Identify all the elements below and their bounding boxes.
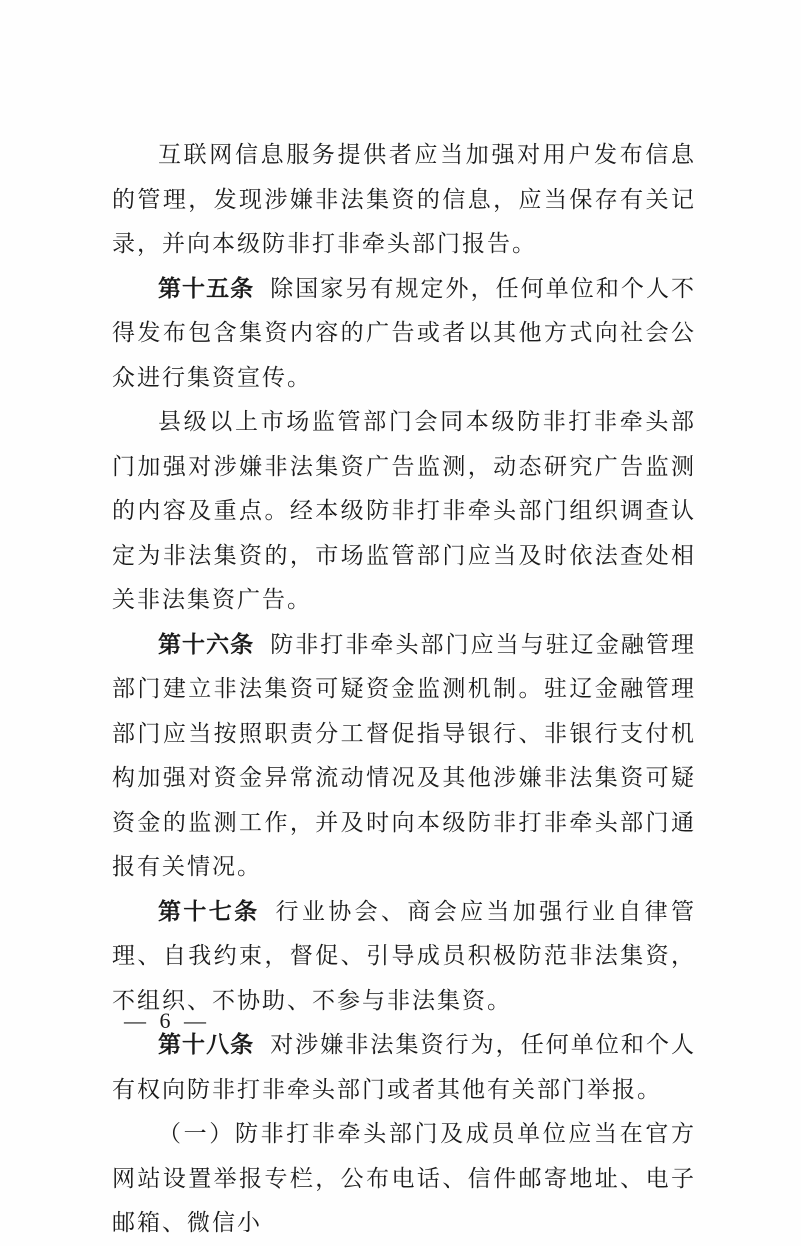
paragraph-text: （一）防非打非牵头部门及成员单位应当在官方网站设置举报专栏，公布电话、信件邮寄地址、电子邮箱、微信小 — [112, 1121, 696, 1236]
page-number: — 6 — — [124, 1008, 210, 1033]
article-18 — [112, 1023, 696, 1112]
article-number: 第十八条 — [158, 1032, 255, 1058]
paragraph-item-1 — [112, 1112, 696, 1246]
paragraph-text: 防非打非牵头部门应当与驻辽金融管理部门建立非法集资可疑资金监测机制。驻辽金融管理部门应当按照职责分工督促指导银行、非银行支付机构加强对资金异常流动情况及其他涉嫌非法集资可疑资金的监测工作，并及时向本级防非打非牵头部门通报有关情况。 — [112, 631, 697, 880]
paragraph-ad-monitoring — [112, 400, 696, 623]
paragraph-text: 除国家另有规定外，任何单位和个人不得发布包含集资内容的广告或者以其他方式向社会公众进行集资宣传。 — [112, 275, 697, 391]
article-17 — [112, 890, 696, 1024]
article-number: 第十七条 — [158, 898, 260, 925]
paragraph-text: 互联网信息服务提供者应当加强对用户发布信息的管理，发现涉嫌非法集资的信息，应当保存有关记录，并向本级防非打非牵头部门报告。 — [112, 142, 696, 257]
paragraph-text: 对涉嫌非法集资行为，任何单位和个人有权向防非打非牵头部门或者其他有关部门举报。 — [112, 1032, 697, 1103]
paragraph-internet-info — [112, 133, 696, 267]
article-number: 第十五条 — [158, 275, 255, 302]
article-number: 第十六条 — [158, 631, 255, 658]
paragraph-text: 县级以上市场监管部门会同本级防非打非牵头部门加强对涉嫌非法集资广告监测，动态研究广告监测的内容及重点。经本级防非打非牵头部门组织调查认定为非法集资的，市场监管部门应当及时依法查处相关非法集资广告。 — [112, 409, 696, 613]
article-16 — [112, 623, 696, 890]
document-body — [112, 133, 696, 1246]
paragraph-text: 行业协会、商会应当加强行业自律管理、自我约束，督促、引导成员积极防范非法集资，不组织、不协助、不参与非法集资。 — [112, 898, 697, 1014]
article-15 — [112, 267, 696, 401]
